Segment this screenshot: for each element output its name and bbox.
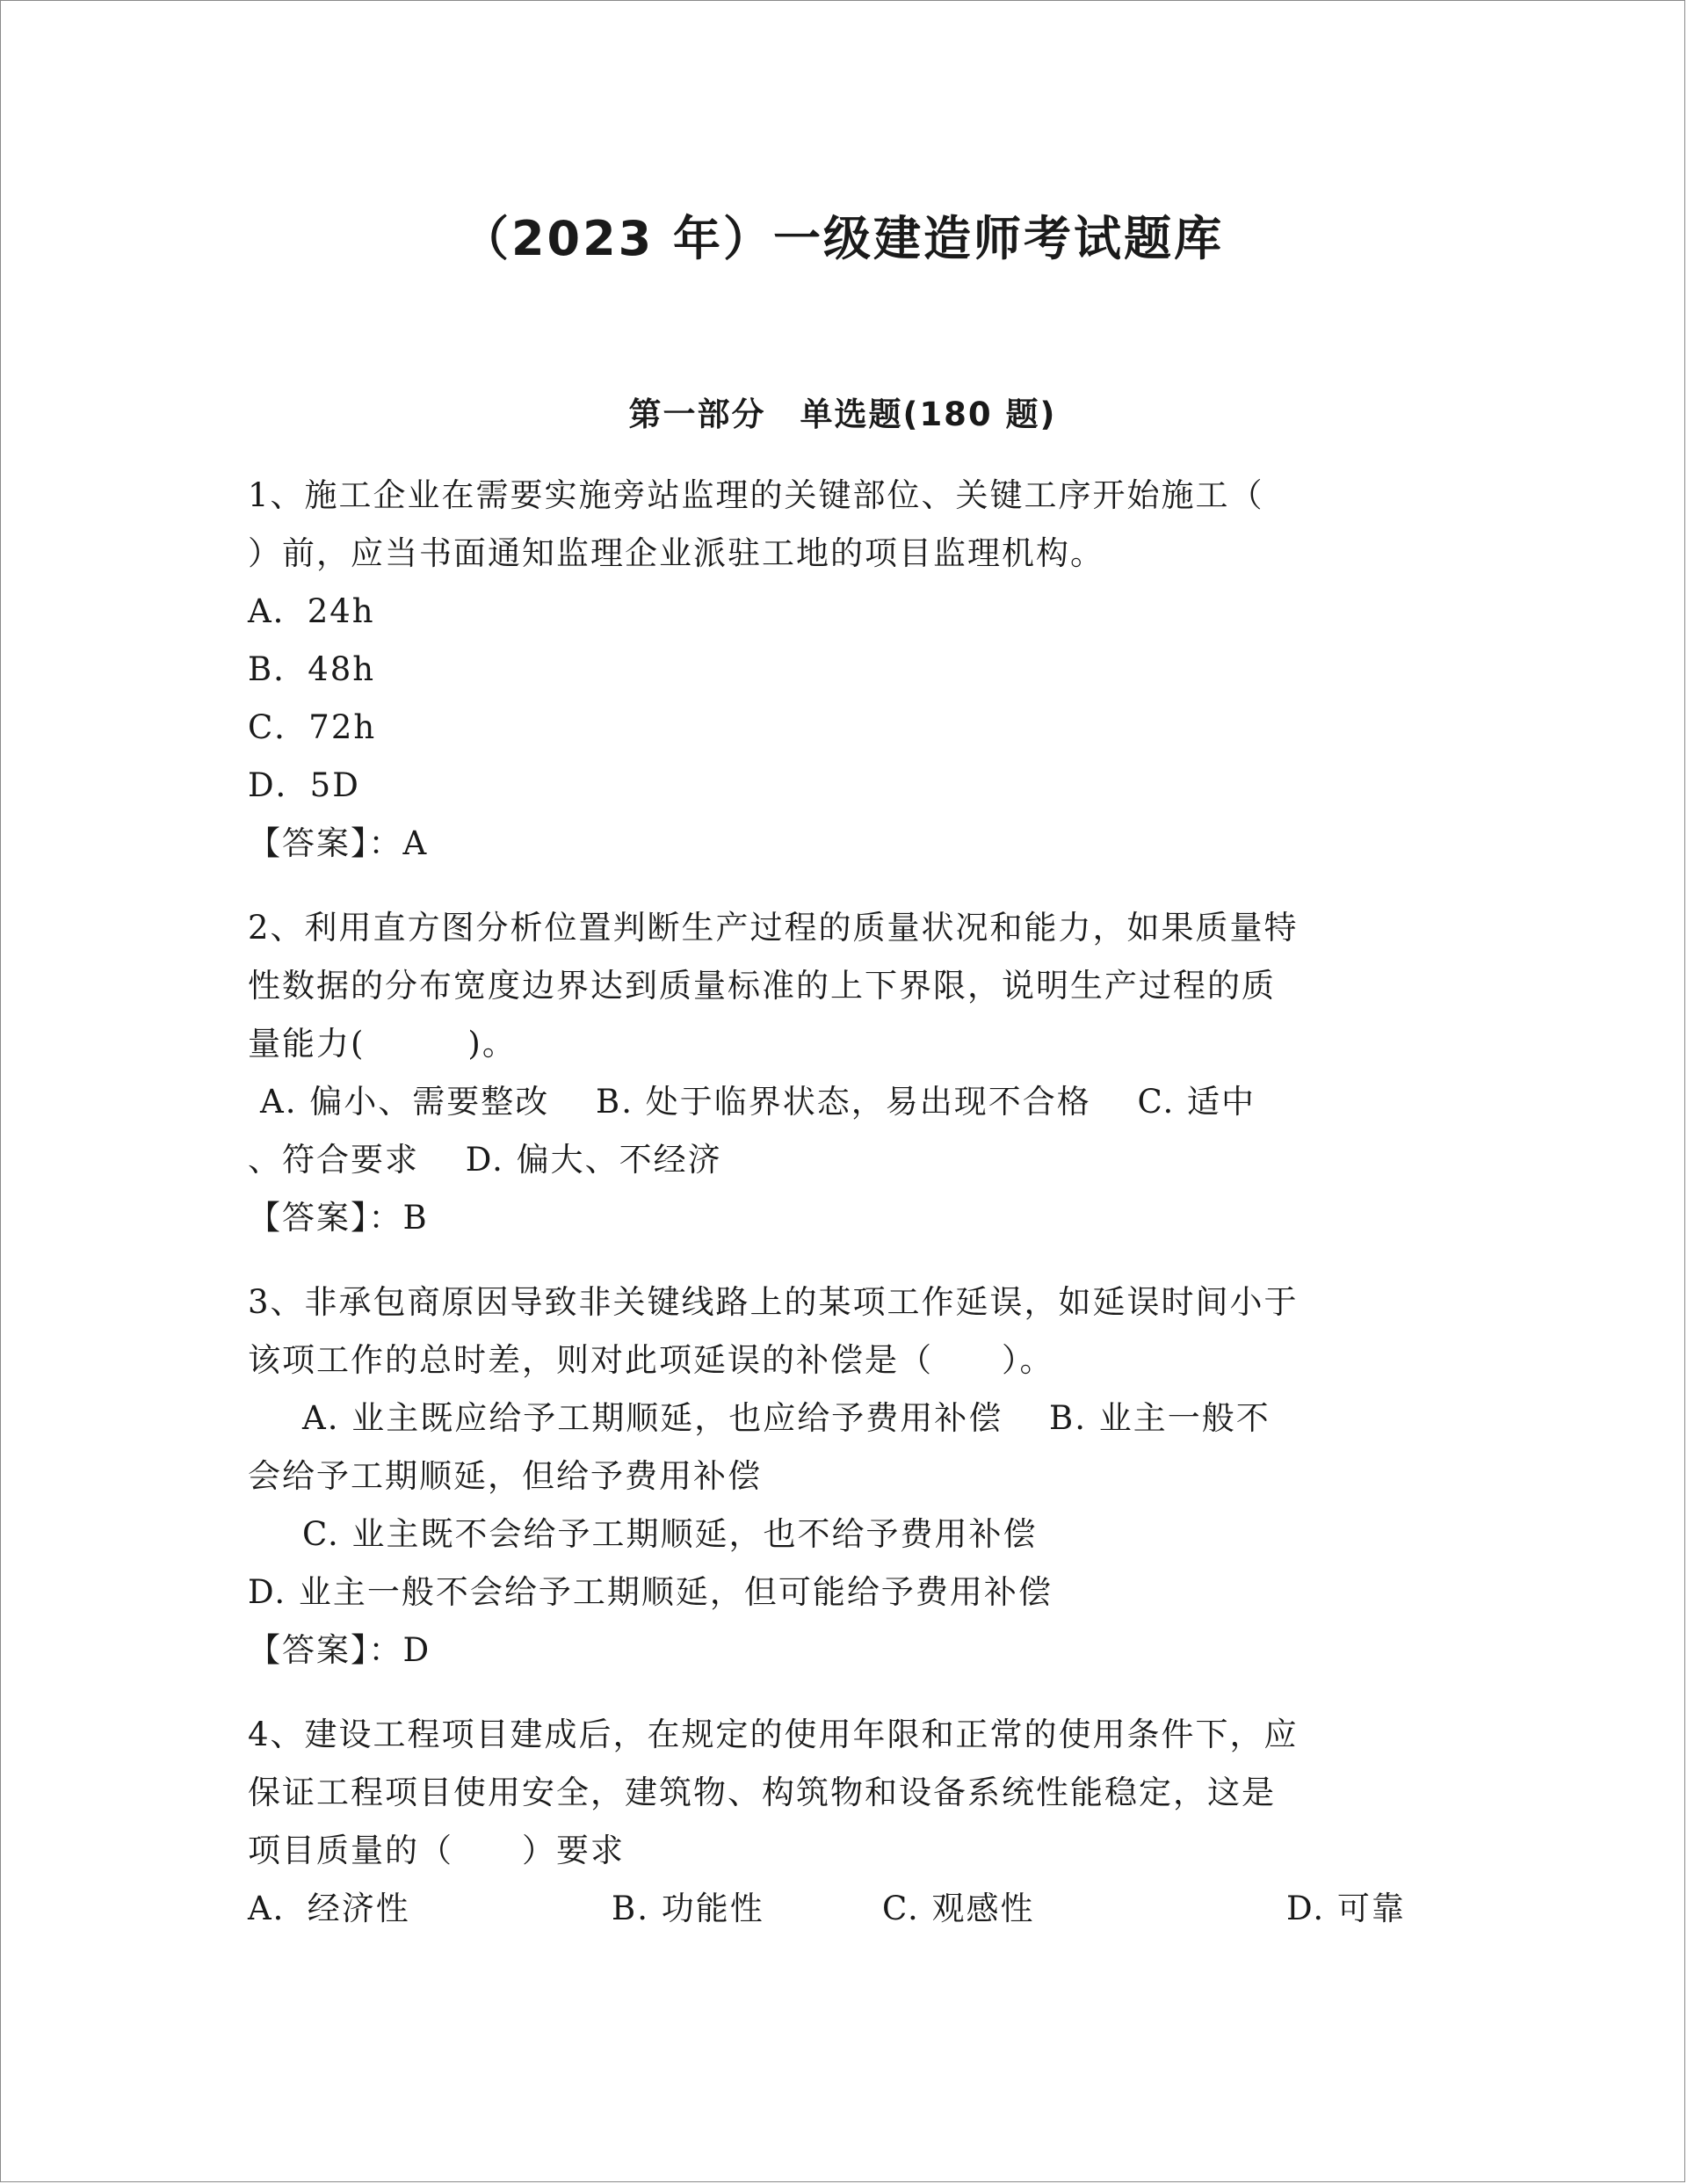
- options-line: A. 偏小、需要整改 B. 处于临界状态，易出现不合格 C. 适中: [260, 1083, 1256, 1121]
- question-text-line: 3、非承包商原因导致非关键线路上的某项工作延误，如延误时间小于: [248, 1283, 1299, 1321]
- answer: 【答案】：B: [248, 1199, 429, 1237]
- option-c: C. 观感性: [882, 1890, 1035, 1927]
- question-list: [248, 467, 1425, 1938]
- answer: 【答案】：D: [248, 1631, 431, 1669]
- section-heading: 第一部分 单选题(180 题): [628, 395, 1057, 433]
- options-line: C. 业主既不会给予工期顺延，也不给予费用补偿: [302, 1515, 1038, 1553]
- question-text-line: 4、建设工程项目建成后，在规定的使用年限和正常的使用条件下，应: [248, 1716, 1299, 1753]
- option-a: A．24h: [248, 592, 375, 630]
- question-text-line: ）前，应当书面通知监理企业派驻工地的项目监理机构。: [248, 534, 1104, 572]
- question-text-line: 保证工程项目使用安全，建筑物、构筑物和设备系统性能稳定，这是: [248, 1774, 1276, 1811]
- options-row: [248, 1880, 1425, 1938]
- question-text-line: 1、施工企业在需要实施旁站监理的关键部位、关键工序开始施工（: [248, 476, 1264, 514]
- question-2: [248, 899, 1425, 1247]
- answer: 【答案】：A: [248, 824, 429, 862]
- options-line: 、符合要求 D. 偏大、不经济: [248, 1141, 722, 1179]
- question-text-line: 2、利用直方图分析位置判断生产过程的质量状况和能力，如果质量特: [248, 909, 1299, 947]
- question-text-line: 量能力( )。: [248, 1025, 517, 1063]
- options-line: D. 业主一般不会给予工期顺延，但可能给予费用补偿: [248, 1573, 1053, 1611]
- question-1: [248, 467, 1425, 873]
- question-3: [248, 1273, 1425, 1680]
- option-b: B. 功能性: [612, 1890, 764, 1927]
- document-title: （2023 年）一级建造师考试题库: [460, 211, 1225, 266]
- option-a: A．经济性: [248, 1890, 410, 1927]
- question-text-line: 项目质量的（ ）要求: [248, 1832, 625, 1869]
- option-c: C．72h: [248, 708, 377, 746]
- options-line: 会给予工期顺延，但给予费用补偿: [248, 1457, 762, 1495]
- option-d: D．5D: [248, 766, 360, 804]
- option-b: B．48h: [248, 650, 376, 688]
- options-line: A. 业主既应给予工期顺延，也应给予费用补偿 B. 业主一般不: [302, 1399, 1271, 1437]
- question-text-line: 该项工作的总时差，则对此项延误的补偿是（ ）。: [248, 1341, 1054, 1379]
- question-text-line: 性数据的分布宽度边界达到质量标准的上下界限，说明生产过程的质: [248, 967, 1276, 1005]
- question-4: [248, 1706, 1425, 1938]
- option-d: D. 可靠: [1286, 1890, 1406, 1927]
